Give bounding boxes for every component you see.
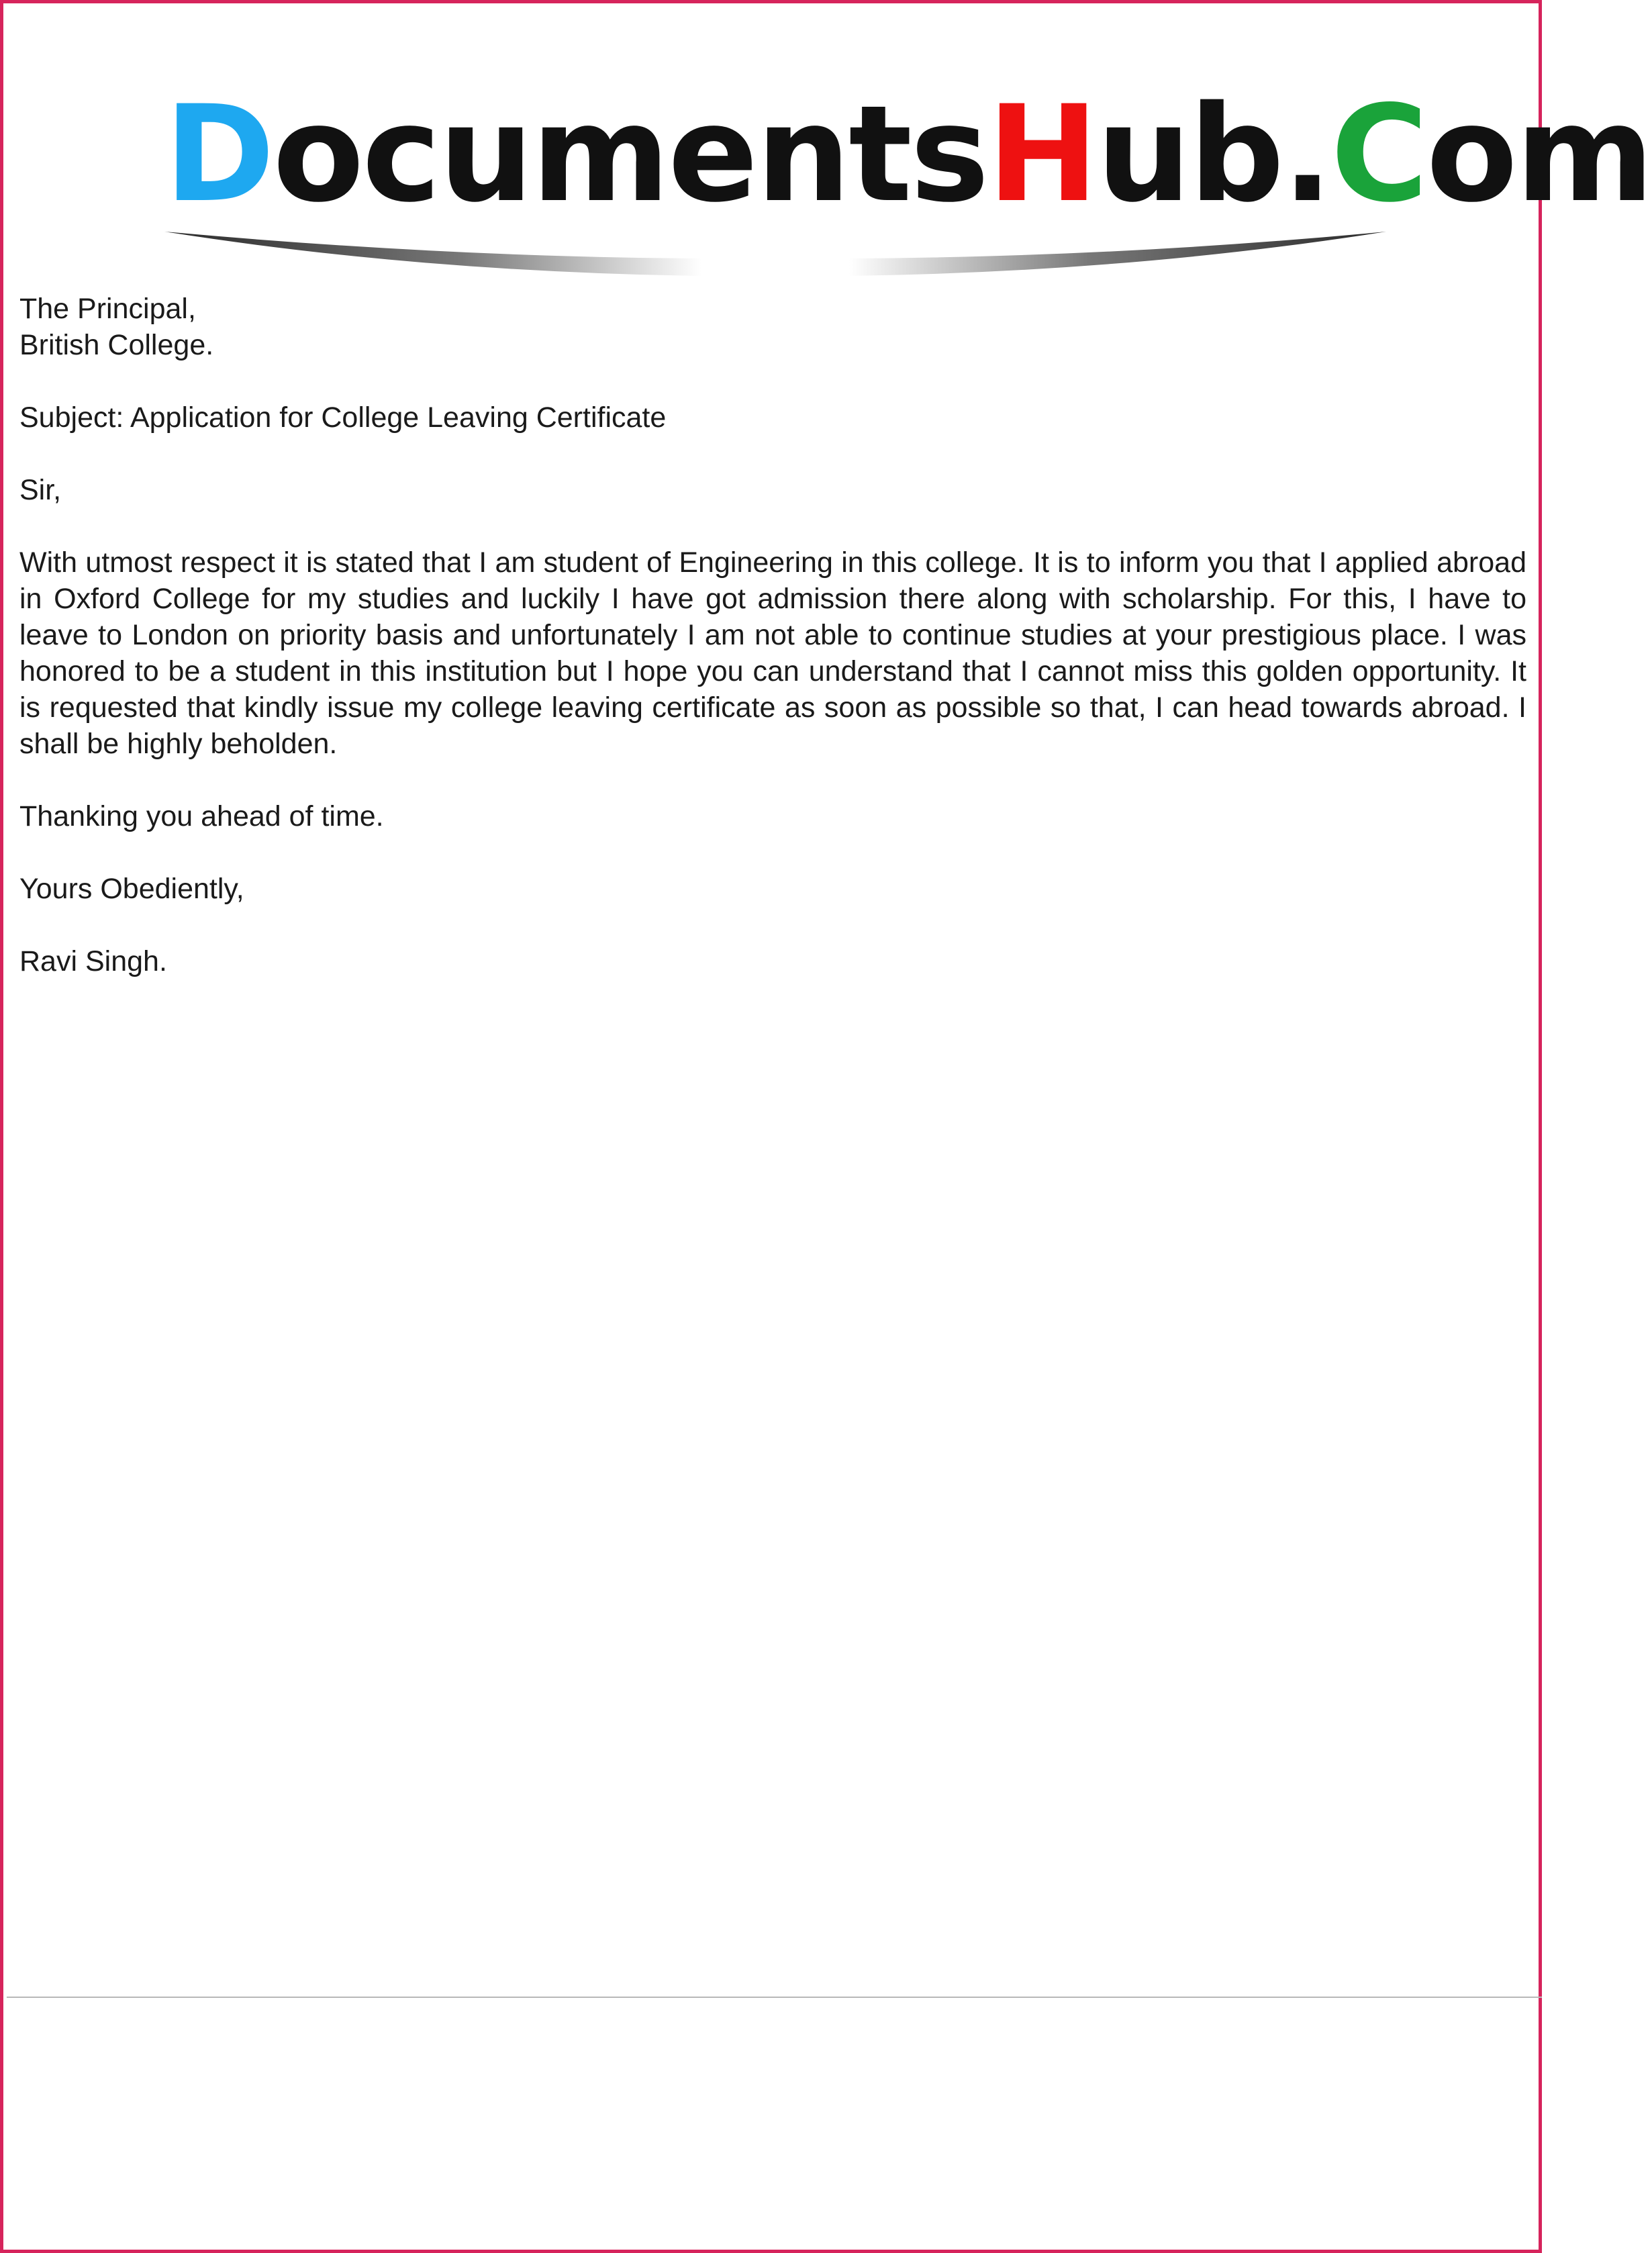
logo-letter-h: H <box>987 77 1097 232</box>
logo-swoosh <box>164 218 1386 279</box>
subject-line: Subject: Application for College Leaving Certificate <box>19 401 667 434</box>
recipient-block <box>19 291 1526 363</box>
horizontal-divider <box>7 1997 1542 1998</box>
logo-text-ocuments: ocuments <box>273 77 987 232</box>
site-logo <box>164 77 1652 279</box>
logo-letter-d: D <box>164 77 273 232</box>
recipient-title: The Principal, <box>19 293 196 325</box>
recipient-institution: British College. <box>19 329 214 361</box>
signature-name: Ravi Singh. <box>19 945 167 977</box>
logo-text-ub: ub. <box>1096 77 1331 232</box>
swoosh-right <box>849 232 1386 276</box>
thanks-line: Thanking you ahead of time. <box>19 800 384 832</box>
closing-line: Yours Obediently, <box>19 873 244 905</box>
logo-text-om: om <box>1426 77 1652 232</box>
swoosh-left <box>164 232 701 276</box>
letter-content <box>19 291 1526 1016</box>
letter-body: With utmost respect it is stated that I am student of Engineering in this college. It is to inform you that I applied abroad in Oxford College for my studies and luckily I have got admission there along with scholarship. For this, I have to leave to London on priority basis and unfortunately I am not able to continue studies at your prestigious place. I was honored to be a student in this institution but I hope you can understand that I cannot miss this golden opportunity. It is requested that kindly issue my college leaving certificate as soon as possible so that, I can head towards abroad. I shall be highly beholden. <box>19 546 1526 760</box>
logo-wordmark <box>164 77 1652 232</box>
logo-letter-c: C <box>1330 77 1426 232</box>
salutation: Sir, <box>19 474 62 506</box>
